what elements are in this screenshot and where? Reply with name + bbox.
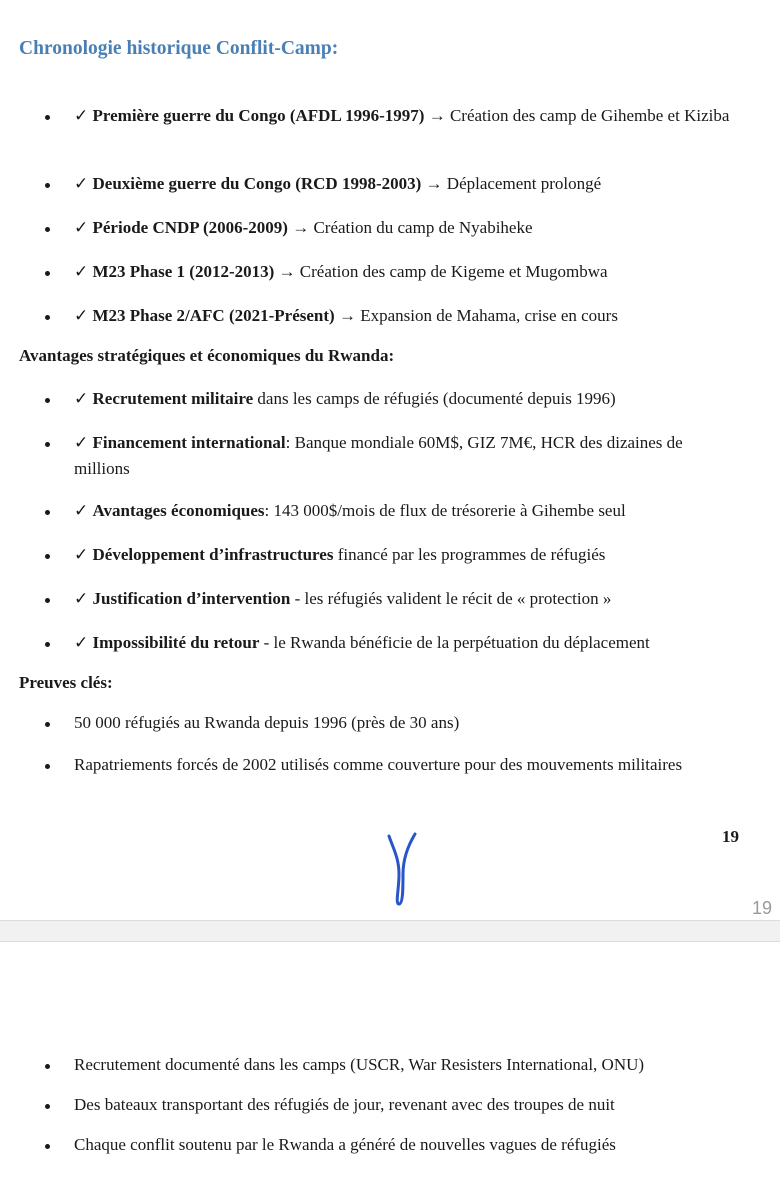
list-item: Des bateaux transportant des réfugiés de jour, revenant avec des troupes de nuit (40, 1092, 740, 1118)
bullet-icon (40, 630, 54, 656)
list-item: ✓ Impossibilité du retour - le Rwanda bénéficie de la perpétuation du déplacement (40, 630, 740, 656)
list-item: ✓ Première guerre du Congo (AFDL 1996-1997) → Création des camp de Gihembe et Kiziba (40, 103, 740, 129)
page-separator (0, 920, 780, 942)
check-icon: ✓ (74, 545, 89, 564)
bullet-icon (40, 542, 54, 568)
bullet-icon (40, 710, 54, 736)
list-item: ✓ M23 Phase 1 (2012-2013) → Création des camp de Kigeme et Mugombwa (40, 259, 740, 285)
bullet-icon (40, 586, 54, 612)
viewer-page-indicator: 19 (752, 898, 773, 918)
check-icon: ✓ (74, 389, 89, 408)
check-icon: ✓ (74, 306, 89, 325)
bullet-icon (40, 1052, 54, 1078)
section-title: Chronologie historique Conflit-Camp: (19, 38, 339, 59)
list-item: ✓ Financement international: Banque mondiale 60M$, GIZ 7M€, HCR des dizaines de millions (40, 430, 740, 482)
advantages-heading: Avantages stratégiques et économiques du Rwanda: (19, 346, 395, 365)
bullet-icon (40, 215, 54, 241)
list-item: ✓ Développement d’infrastructures financé par les programmes de réfugiés (40, 542, 740, 568)
check-icon: ✓ (74, 106, 89, 125)
bullet-icon (40, 752, 54, 778)
list-item: Chaque conflit soutenu par le Rwanda a généré de nouvelles vagues de réfugiés (40, 1132, 740, 1158)
check-icon: ✓ (74, 433, 89, 452)
bullet-icon (40, 171, 54, 197)
list-item: Recrutement documenté dans les camps (USCR, War Resisters International, ONU) (40, 1052, 740, 1078)
bullet-icon (40, 430, 54, 456)
list-item: ✓ Avantages économiques: 143 000$/mois de flux de trésorerie à Gihembe seul (40, 498, 740, 524)
list-item: Rapatriements forcés de 2002 utilisés comme couverture pour des mouvements militaires (40, 752, 740, 778)
check-icon: ✓ (74, 218, 89, 237)
page-number: 19 (722, 827, 739, 846)
evidence-heading: Preuves clés: (19, 673, 113, 692)
list-item: 50 000 réfugiés au Rwanda depuis 1996 (près de 30 ans) (40, 710, 740, 736)
bullet-icon (40, 386, 54, 412)
check-icon: ✓ (74, 633, 89, 652)
check-icon: ✓ (74, 262, 89, 281)
bullet-icon (40, 1092, 54, 1118)
bullet-icon (40, 1132, 54, 1158)
bullet-icon (40, 103, 54, 129)
check-icon: ✓ (74, 174, 89, 193)
list-item: ✓ Recrutement militaire dans les camps de réfugiés (documenté depuis 1996) (40, 386, 740, 412)
check-icon: ✓ (74, 501, 89, 520)
signature-initial-icon (385, 828, 421, 910)
bullet-icon (40, 303, 54, 329)
bullet-icon (40, 259, 54, 285)
bullet-icon (40, 498, 54, 524)
list-item: ✓ Période CNDP (2006-2009) → Création du camp de Nyabiheke (40, 215, 740, 241)
check-icon: ✓ (74, 589, 89, 608)
list-item: ✓ M23 Phase 2/AFC (2021-Présent) → Expansion de Mahama, crise en cours (40, 303, 740, 329)
list-item: ✓ Deuxième guerre du Congo (RCD 1998-2003) → Déplacement prolongé (40, 171, 740, 197)
list-item: ✓ Justification d’intervention - les réfugiés valident le récit de « protection » (40, 586, 740, 612)
